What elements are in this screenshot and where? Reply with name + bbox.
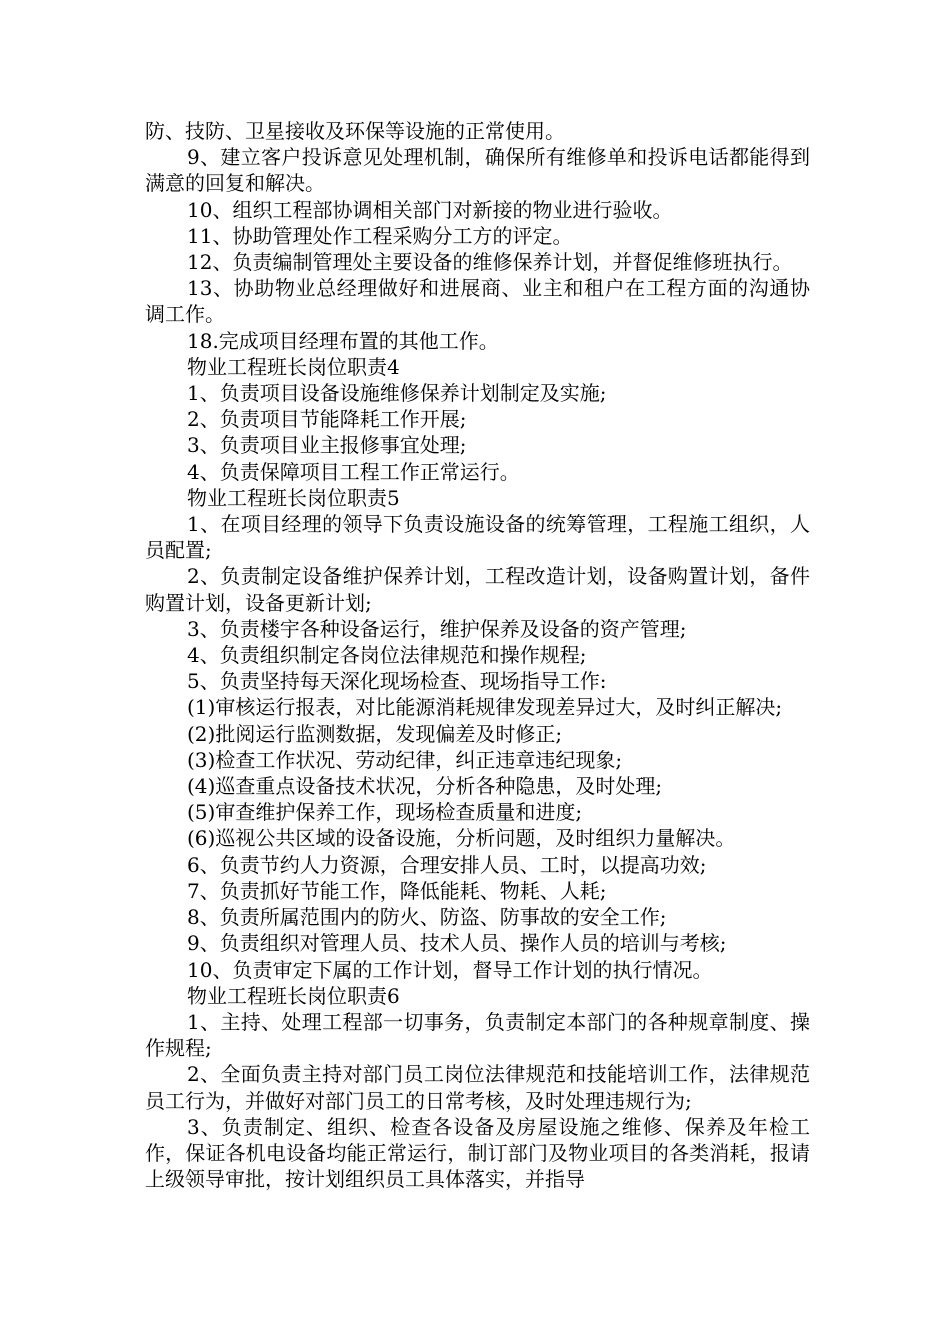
paragraph: 1、主持、处理工程部一切事务，负责制定本部门的各种规章制度、操作规程; xyxy=(145,1009,810,1061)
sub-item: (6)巡视公共区域的设备设施，分析问题，及时组织力量解决。 xyxy=(187,826,736,851)
paragraph: 11、协助管理处作工程采购分工方的评定。 xyxy=(187,223,573,248)
paragraph: 9、建立客户投诉意见处理机制，确保所有维修单和投诉电话都能得到满意的回复和解决。 xyxy=(145,145,810,196)
paragraph: 9、负责组织对管理人员、技术人员、操作人员的培训与考核; xyxy=(187,931,727,956)
paragraph: 防、技防、卫星接收及环保等设施的正常使用。 xyxy=(145,119,565,143)
sub-item: (5)审查维护保养工作，现场检查质量和进度; xyxy=(187,800,583,825)
sub-item: (4)巡查重点设备技术状况，分析各种隐患，及时处理; xyxy=(187,774,663,799)
paragraph: 5、负责坚持每天深化现场检查、现场指导工作: xyxy=(187,669,607,694)
sub-item: (2)批阅运行监测数据，发现偏差及时修正; xyxy=(187,721,563,746)
paragraph: 1、在项目经理的领导下负责设施设备的统筹管理，工程施工组织，人员配置; xyxy=(145,512,810,563)
paragraph: 10、组织工程部协调相关部门对新接的物业进行验收。 xyxy=(187,197,673,222)
section-heading: 物业工程班长岗位职责4 xyxy=(187,354,400,379)
paragraph: 3、负责项目业主报修事宜处理; xyxy=(187,433,467,458)
paragraph: 2、负责项目节能降耗工作开展; xyxy=(187,407,467,432)
paragraph: 8、负责所属范围内的防火、防盗、防事故的安全工作; xyxy=(187,905,667,930)
section-heading: 物业工程班长岗位职责6 xyxy=(187,983,400,1008)
paragraph: 13、协助物业总经理做好和进展商、业主和租户在工程方面的沟通协调工作。 xyxy=(145,276,810,327)
paragraph: 4、负责保障项目工程工作正常运行。 xyxy=(187,459,520,484)
paragraph: 2、负责制定设备维护保养计划，工程改造计划，设备购置计划，备件购置计划，设备更新计划; xyxy=(145,564,810,615)
section-heading: 物业工程班长岗位职责5 xyxy=(187,485,400,510)
paragraph: 12、负责编制管理处主要设备的维修保养计划，并督促维修班执行。 xyxy=(187,250,793,275)
paragraph: 4、负责组织制定各岗位法律规范和操作规程; xyxy=(187,643,587,668)
paragraph: 10、负责审定下属的工作计划，督导工作计划的执行情况。 xyxy=(187,957,713,982)
paragraph: 3、负责楼宇各种设备运行，维护保养及设备的资产管理; xyxy=(187,616,687,641)
paragraph: 1、负责项目设备设施维修保养计划制定及实施; xyxy=(187,381,607,406)
sub-item: (3)检查工作状况、劳动纪律，纠正违章违纪现象; xyxy=(187,747,623,772)
paragraph: 2、全面负责主持对部门员工岗位法律规范和技能培训工作，法律规范员工行为，并做好对部门员工的日常考核，及时处理违规行为; xyxy=(145,1062,810,1113)
document-page xyxy=(145,118,810,1192)
paragraph: 7、负责抓好节能工作，降低能耗、物耗、人耗; xyxy=(187,878,607,903)
paragraph: 18.完成项目经理布置的其他工作。 xyxy=(187,328,499,353)
sub-item: (1)审核运行报表，对比能源消耗规律发现差异过大，及时纠正解决; xyxy=(187,695,783,720)
paragraph: 3、负责制定、组织、检查各设备及房屋设施之维修、保养及年检工作，保证各机电设备均能正常运行，制订部门及物业项目的各类消耗，报请上级领导审批，按计划组织员工具体落实，并指导 xyxy=(145,1114,810,1192)
paragraph: 6、负责节约人力资源，合理安排人员、工时，以提高功效; xyxy=(187,852,707,877)
